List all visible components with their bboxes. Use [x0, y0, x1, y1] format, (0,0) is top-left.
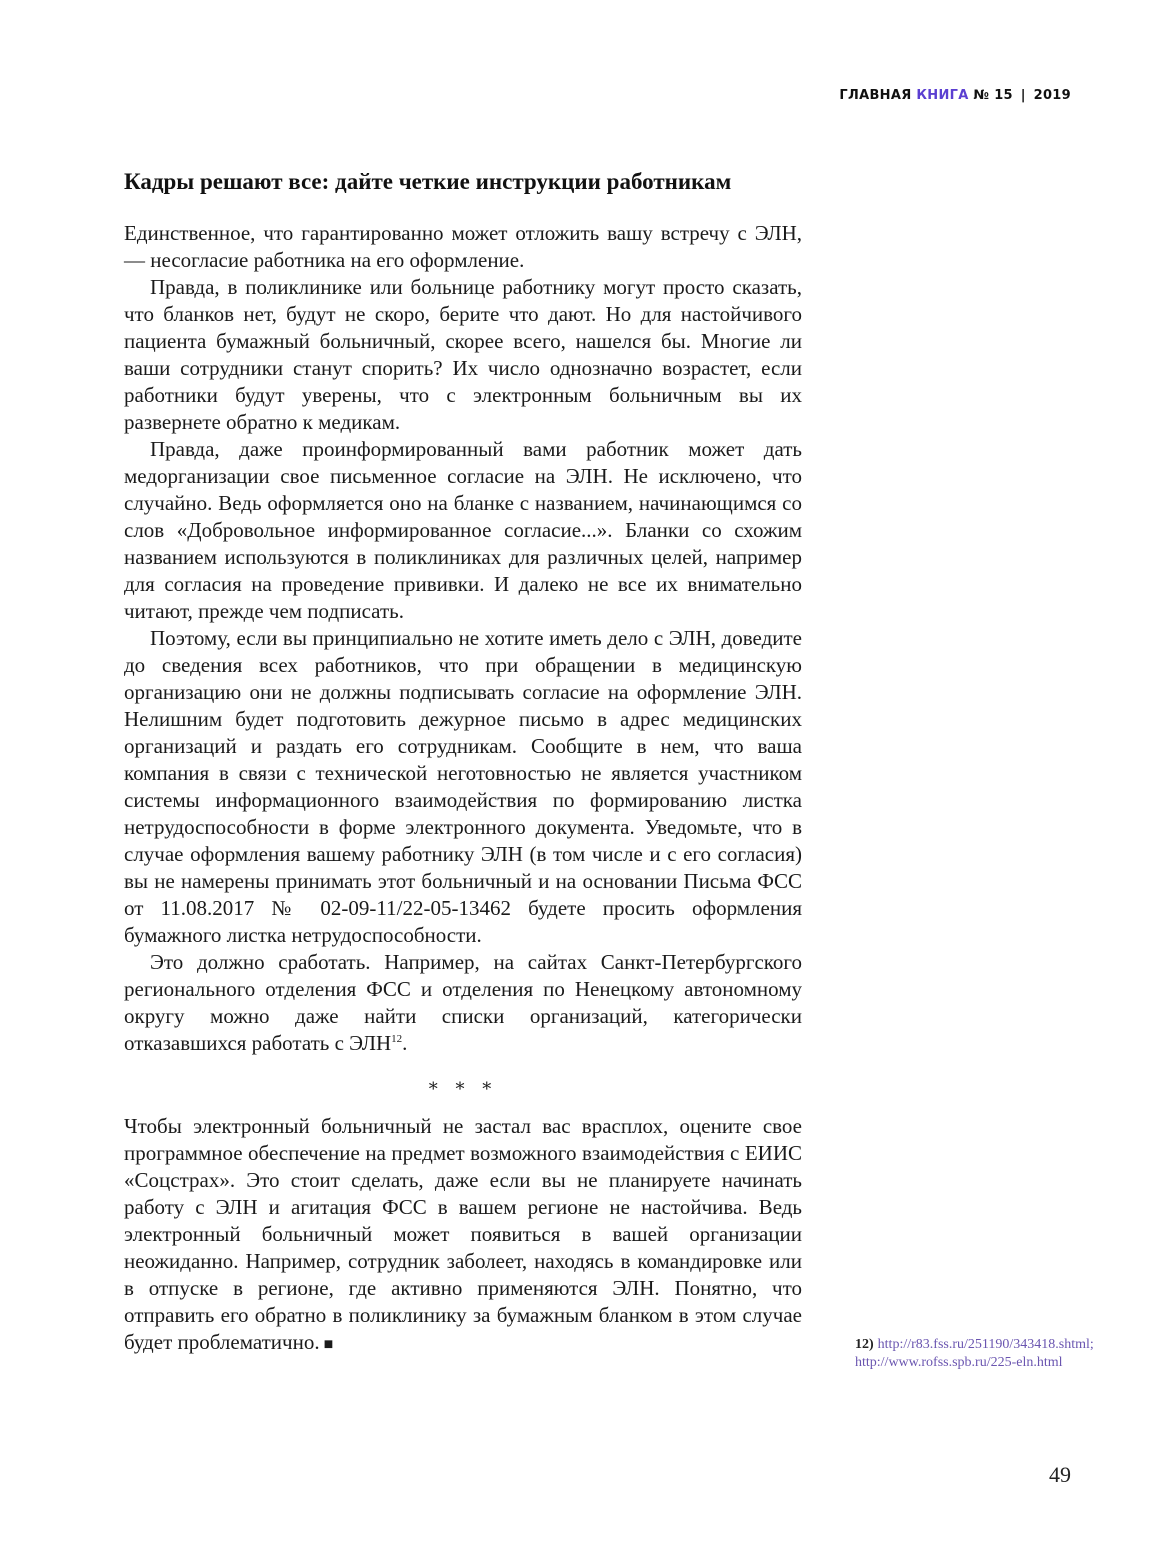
- closing-paragraph-text: Чтобы электронный больничный не застал вас врасплох, оцените свое программное обеспечение на предмет возможного взаимодействия с ЕИИС «Соцстрах». Это стоит сделать, даже если вы не планируете начинать работу с ЭЛН и агитация ФСС в вашем регионе не настойчива. Ведь электронный больничный может появиться в вашей организации неожиданно. Например, сотрудник заболеет, находясь в командировке или в отпуске в регионе, где активно применяются ЭЛН. Понятно, что отправить его обратно в поликлинику за бумажным бланком в этом случае будет проблематично.: [124, 1114, 802, 1354]
- footnote-ref[interactable]: 12: [391, 1033, 403, 1045]
- issue-year: 2019: [1033, 88, 1071, 103]
- paragraph-3: Правда, даже проинформированный вами работник может дать медорганизации свое письменное согласие на ЭЛН. Не исключено, что случайно. Ведь оформляется оно на бланке с названием, начинающимся со слов «Добровольное информированное согласие...». Бланки со схожим названием используются в поликлиниках для различных целей, например для согласия на проведение прививки. И далеко не все их внимательно читают, прежде чем подписать.: [124, 437, 802, 623]
- footnote-link-2[interactable]: http://www.rofss.spb.ru/225-eln.html: [855, 1355, 1063, 1370]
- brand-name: ГЛАВНАЯ: [839, 88, 912, 103]
- article-title: Кадры решают все: дайте четкие инструкции работникам: [124, 169, 732, 194]
- section-separator: * * *: [428, 1079, 498, 1100]
- closing-paragraph: [124, 1113, 802, 1358]
- page-number: 49: [1049, 1462, 1071, 1487]
- article: [124, 168, 802, 1358]
- issue-number: № 15: [973, 88, 1013, 103]
- paragraph-1: Единственное, что гарантированно может отложить вашу встречу с ЭЛН, — несогласие работника на его оформление.: [124, 221, 802, 272]
- footnote-number: 12): [855, 1337, 874, 1352]
- footnote: [855, 1336, 1094, 1372]
- header-separator: |: [1020, 88, 1026, 103]
- footnote-link-1[interactable]: http://r83.fss.ru/251190/343418.shtml;: [877, 1337, 1094, 1352]
- paragraph-5-text: Это должно сработать. Например, на сайтах Санкт-Петербургского регионального отделения ФСС и отделения по Ненецкому автономному округу можно даже найти списки организаций, категорически отказавшихся работать с ЭЛН: [124, 950, 802, 1055]
- running-header: [839, 88, 1071, 103]
- paragraph-2: Правда, в поликлинике или больнице работнику могут просто сказать, что бланков нет, будут не скоро, берите что дают. Но для настойчивого пациента бумажный больничный, скорее всего, нашелся бы. Многие ли ваши сотрудники станут спорить? Их число однозначно возрастет, если работники будут уверены, что с электронным больничным вы их развернете обратно к медикам.: [124, 275, 802, 434]
- brand-accent: КНИГА: [916, 88, 969, 103]
- paragraph-5: Это должно сработать. Например, на сайтах Санкт-Петербургского регионального отделения ФСС и отделения по Ненецкому автономному округу можно даже найти списки организаций, категорически отказавшихся работать с ЭЛН$^{12}$.: [124, 950, 802, 1055]
- end-mark-icon: ■: [323, 1336, 334, 1353]
- paragraph-4: Поэтому, если вы принципиально не хотите иметь дело с ЭЛН, доведите до сведения всех работников, что при обращении в медицинскую организацию они не должны подписывать согласие на оформление ЭЛН. Нелишним будет подготовить дежурное письмо в адрес медицинских организаций и раздать его сотрудникам. Сообщите в нем, что ваша компания в связи с технической неготовностью не является участником системы информационного взаимодействия по формированию листка нетрудоспособности в форме электронного документа. Уведомьте, что в случае оформления вашему работнику ЭЛН (в том числе и с его согласия) вы не намерены принимать этот больничный и на основании Письма ФСС от 11.08.2017 № 02-09-11/22-05-13462 будете просить оформления бумажного листка нетрудоспособности.: [124, 626, 802, 947]
